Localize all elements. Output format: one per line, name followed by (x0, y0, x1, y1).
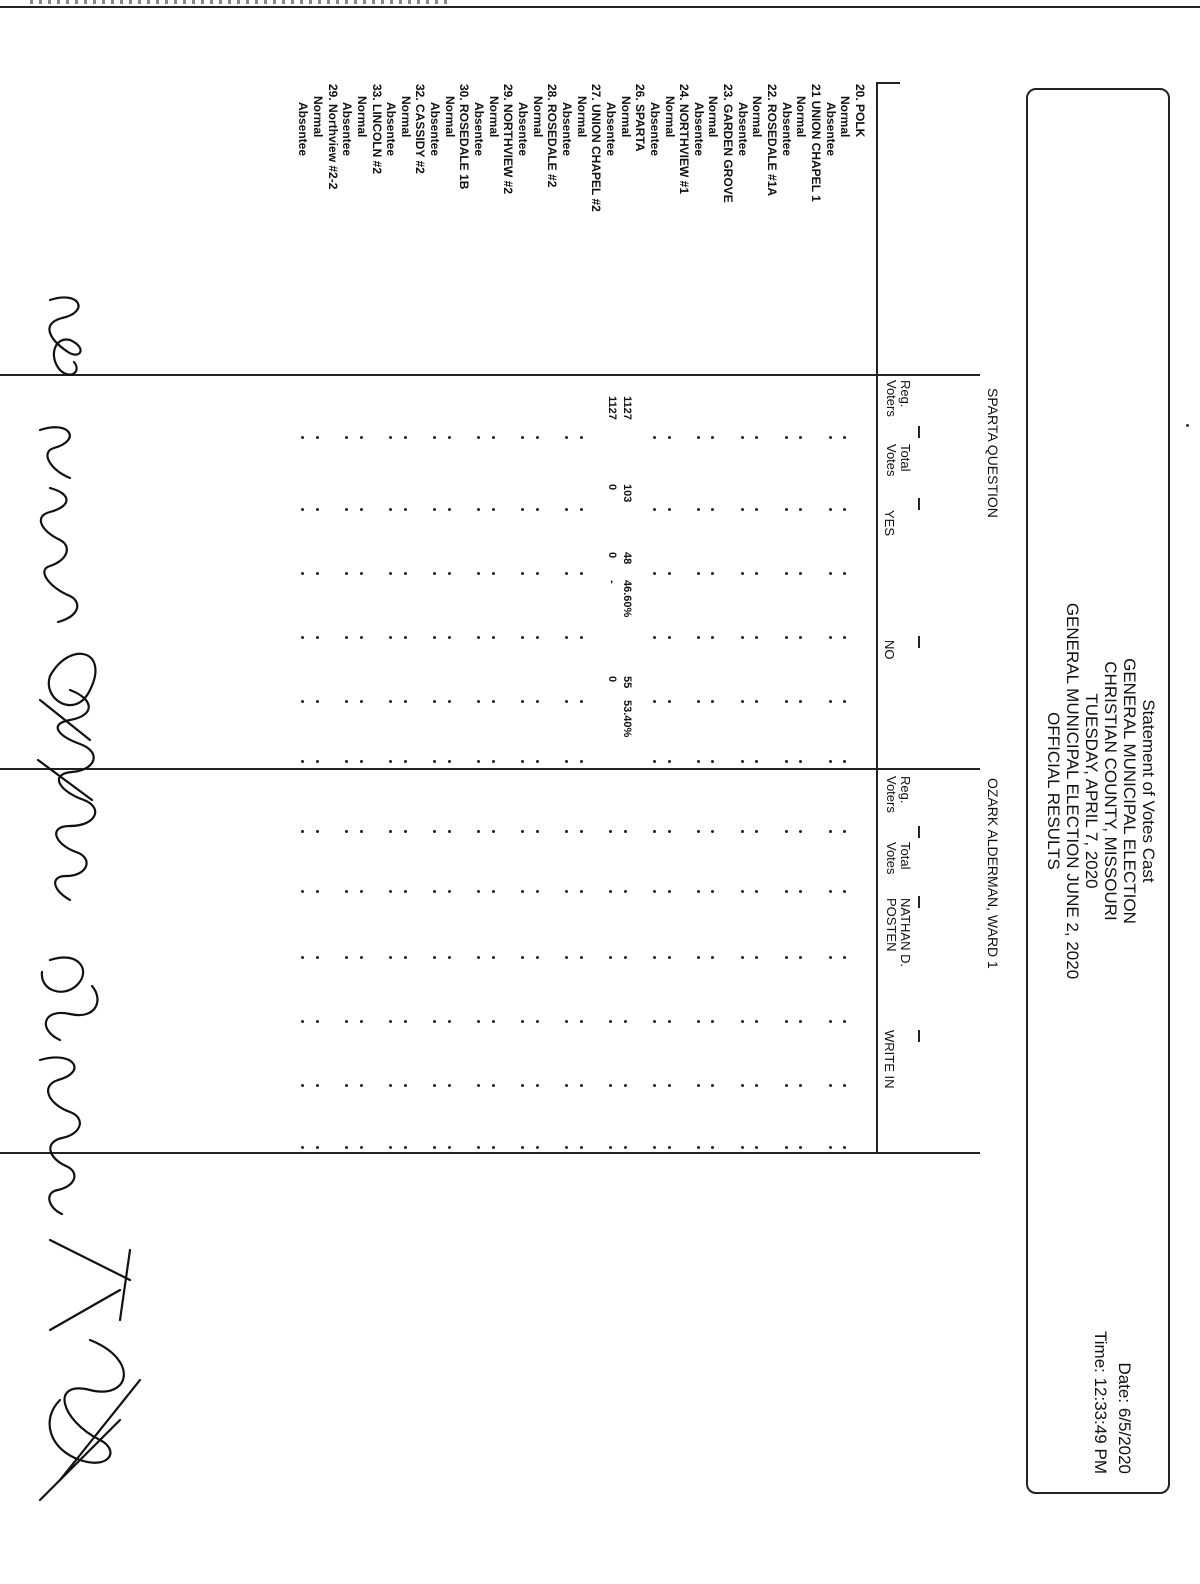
vote-type-label: Normal (354, 96, 369, 138)
vote-type-label: Normal (530, 96, 545, 138)
no-votes-value: 55 (620, 676, 633, 689)
yes-percent-value: - (605, 580, 618, 584)
vote-type-label: Normal (838, 96, 853, 138)
vote-type-label: Absentee (428, 102, 443, 157)
precinct-name: 20. POLK (853, 84, 867, 138)
ozark-alderman-title: OZARK ALDERMAN, WARD 1 (985, 778, 1001, 969)
election-date: TUESDAY, APRIL 7, 2020 (1082, 693, 1101, 889)
report-time: Time: 12:33:49 PM (1091, 1331, 1110, 1474)
ozark-col-reg: Reg. Voters (884, 776, 913, 813)
sparta-col-reg: Reg. Voters (884, 380, 913, 417)
vote-type-label: Normal (794, 96, 809, 138)
sparta-col-no: NO (882, 640, 897, 660)
reg-voters-value: 1127 (605, 396, 618, 420)
vote-type-label: Absentee (384, 102, 399, 157)
vote-type-label: Absentee (560, 102, 574, 157)
total-votes-value: 0 (605, 484, 618, 491)
precinct-name: 29. NORTHVIEW #2 (501, 84, 516, 195)
precinct-name: 28. ROSEDALE #2 (545, 84, 560, 188)
no-percent-value: 53.40% (620, 700, 633, 738)
precinct-name: 23. GARDEN GROVE (721, 84, 736, 203)
vote-type-label: Absentee (603, 102, 618, 157)
precinct-name: 22. ROSEDALE #1A (765, 84, 780, 197)
vote-type-label: Absentee (296, 102, 311, 157)
sparta-col-total: Total Votes (884, 444, 913, 477)
report-title: Statement of Votes Cast (1139, 699, 1158, 883)
precinct-name: 26. SPARTA (633, 84, 648, 152)
vote-type-label: Absentee (691, 102, 706, 157)
vote-type-label: Absentee (472, 102, 487, 157)
vote-type-label: Normal (442, 96, 457, 138)
precinct-name: 29. Northview #2-2 (325, 84, 340, 190)
official-results-label: OFFICIAL RESULTS (1044, 712, 1063, 870)
vote-type-label: Absentee (340, 102, 355, 157)
yes-percent-value: 46.60% (620, 580, 633, 618)
ozark-col-total: Total Votes (884, 842, 913, 875)
election-subtitle: GENERAL MUNICIPAL ELECTION JUNE 2, 2020 (1063, 602, 1082, 980)
total-votes-value: 103 (620, 484, 633, 503)
report-date: Date: 6/5/2020 (1115, 1362, 1134, 1474)
vote-type-label: Normal (486, 96, 501, 138)
vote-type-label: Absentee (735, 102, 750, 157)
precinct-name: 32. CASSIDY #2 (413, 84, 428, 174)
no-votes-value: 0 (605, 676, 618, 683)
precinct-name: 21 UNION CHAPEL 1 (809, 84, 824, 202)
precinct-name: 33. LINCOLN #2 (369, 84, 384, 175)
vote-type-label: Normal (310, 96, 325, 138)
sparta-question-title: SPARTA QUESTION (985, 388, 1001, 518)
county-name: CHRISTIAN COUNTY, MISSOURI (1101, 661, 1120, 921)
election-name: GENERAL MUNICIPAL ELECTION (1120, 658, 1139, 924)
vote-type-label: Absentee (823, 102, 838, 157)
vote-type-label: Normal (706, 96, 721, 138)
precinct-name: 24. NORTHVIEW #1 (677, 84, 692, 195)
yes-votes-value: 0 (605, 552, 618, 559)
vote-type-label: Normal (574, 96, 589, 138)
vote-type-label: Normal (662, 96, 677, 138)
ozark-col-candidate: NATHAN D. POSTEN (884, 898, 913, 968)
vote-type-label: Absentee (779, 102, 794, 157)
sparta-col-yes: YES (882, 510, 897, 537)
vote-type-label: Absentee (647, 102, 662, 157)
vote-type-label: Normal (618, 96, 633, 138)
vote-type-label: Normal (398, 96, 413, 138)
reg-voters-value: 1127 (620, 396, 633, 420)
ozark-col-write-in: WRITE IN (882, 1030, 897, 1089)
vote-type-label: Normal (750, 96, 765, 138)
vote-type-label: Absentee (516, 102, 531, 157)
precinct-name: 30. ROSEDALE 1B (457, 84, 472, 190)
precinct-name: 27. UNION CHAPEL #2 (589, 84, 604, 212)
yes-votes-value: 48 (620, 552, 633, 565)
